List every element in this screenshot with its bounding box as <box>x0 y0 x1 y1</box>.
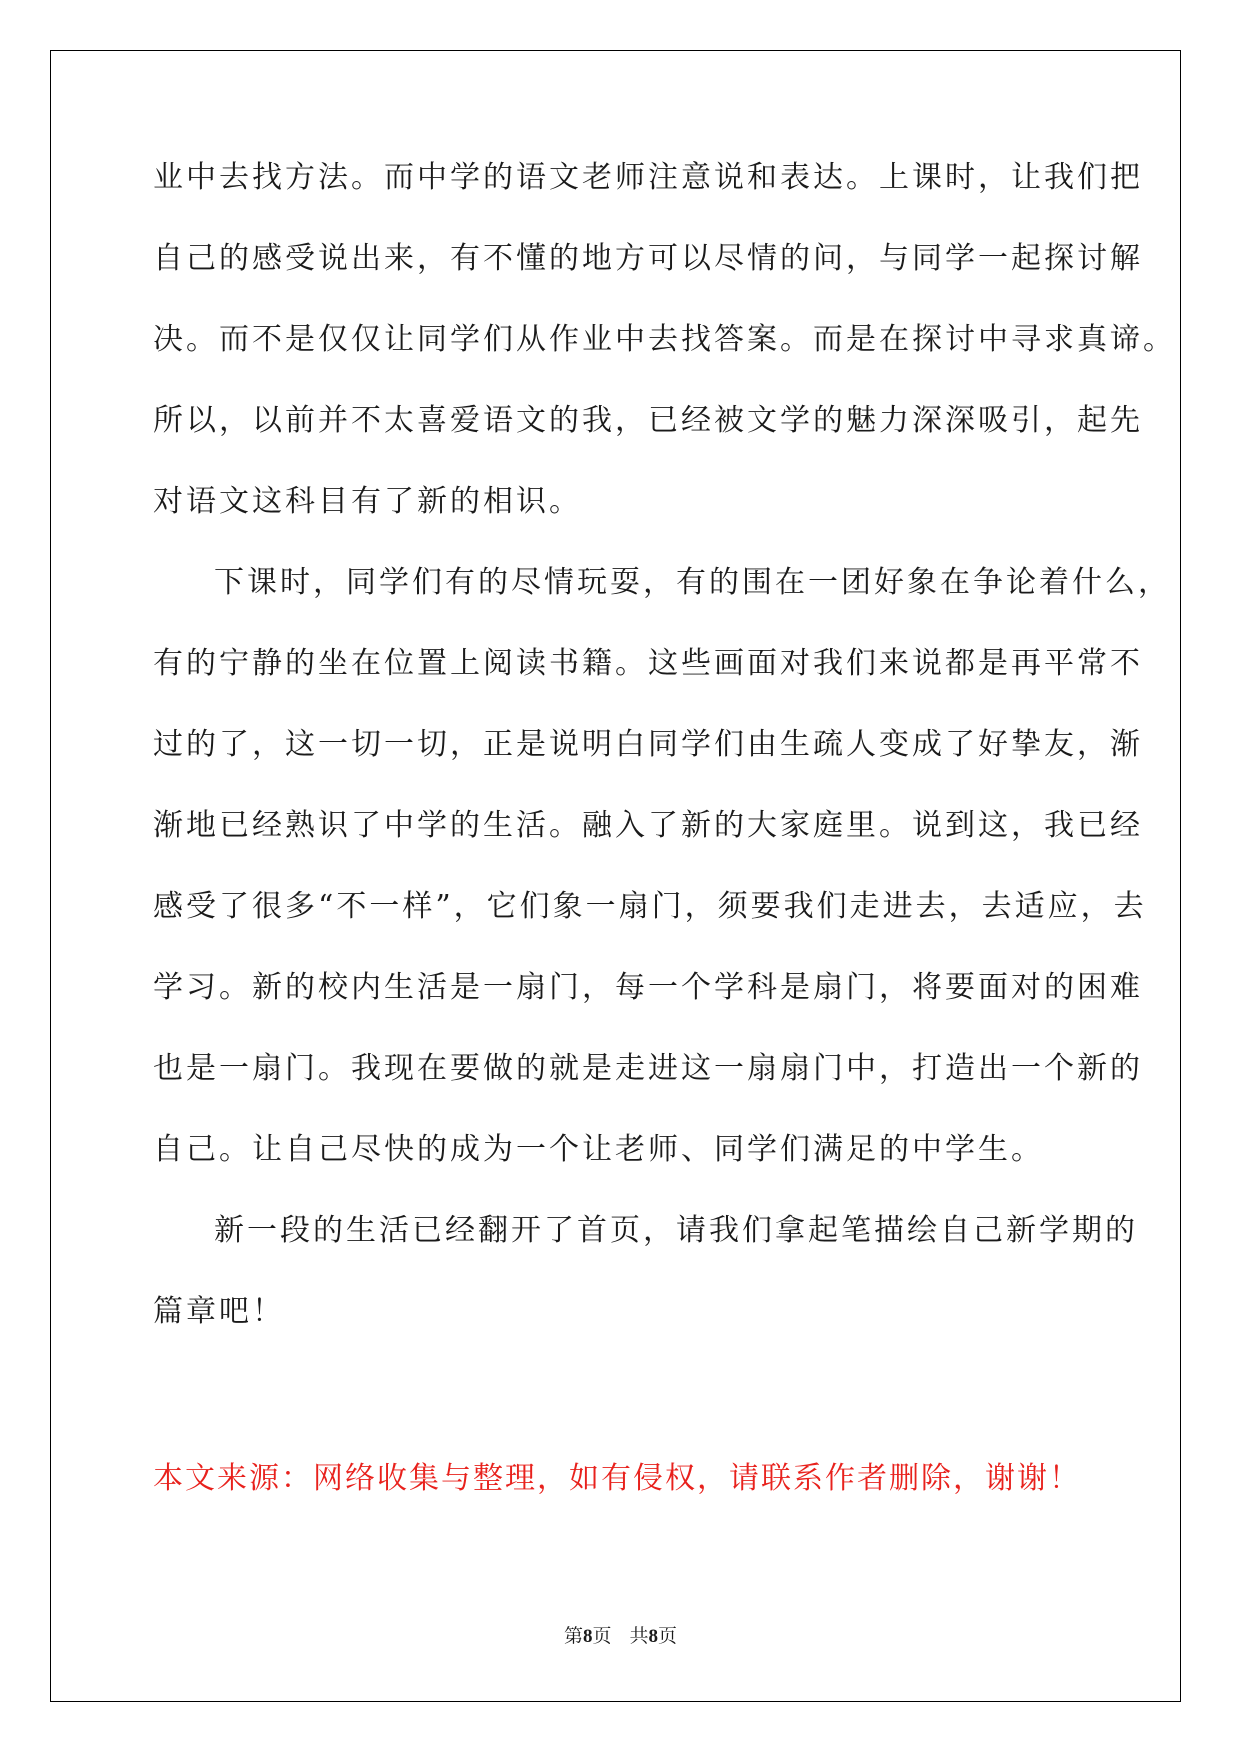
body-line: 自己。让自己尽快的成为一个让老师、同学们满足的中学生。 <box>153 1132 1044 1167</box>
total-prefix: 共 <box>629 1625 649 1647</box>
total-suffix: 页 <box>658 1625 678 1647</box>
body-line: 感受了很多“不一样”，它们象一扇门，须要我们走进去，去适应，去 <box>153 889 1147 924</box>
body-line: 对语文这科目有了新的相识。 <box>153 484 582 519</box>
body-line: 也是一扇门。我现在要做的就是走进这一扇扇门中，打造出一个新的 <box>153 1051 1143 1086</box>
page-footer <box>0 1624 1241 1649</box>
page-total: 8 <box>648 1626 659 1647</box>
body-line: 业中去找方法。而中学的语文老师注意说和表达。上课时，让我们把 <box>153 160 1143 195</box>
body-line: 自己的感受说出来，有不懂的地方可以尽情的问，与同学一起探讨解 <box>153 241 1143 276</box>
page-current: 8 <box>582 1626 593 1647</box>
document-body <box>153 158 1176 1373</box>
body-line: 过的了，这一切一切，正是说明白同学们由生疏人变成了好挚友，渐 <box>153 727 1143 762</box>
body-line: 有的宁静的坐在位置上阅读书籍。这些画面对我们来说都是再平常不 <box>153 646 1143 681</box>
body-line: 所以，以前并不太喜爱语文的我，已经被文学的魅力深深吸引，起先 <box>153 403 1143 438</box>
paragraph-start-line: 新一段的生活已经翻开了首页，请我们拿起笔描绘自己新学期的 <box>214 1213 1138 1248</box>
paragraph-start-line: 下课时，同学们有的尽情玩耍，有的围在一团好象在争论着什么， <box>214 565 1171 600</box>
body-line: 学习。新的校内生活是一扇门，每一个学科是扇门，将要面对的困难 <box>153 970 1143 1005</box>
page-suffix: 页 <box>592 1625 612 1647</box>
page-prefix: 第 <box>563 1625 583 1647</box>
body-line: 渐地已经熟识了中学的生活。融入了新的大家庭里。说到这，我已经 <box>153 808 1143 843</box>
source-notice: 本文来源：网络收集与整理，如有侵权，请联系作者删除，谢谢！ <box>153 1461 1081 1496</box>
body-line: 决。而不是仅仅让同学们从作业中去找答案。而是在探讨中寻求真谛。 <box>153 322 1176 357</box>
body-line: 篇章吧！ <box>153 1294 285 1329</box>
